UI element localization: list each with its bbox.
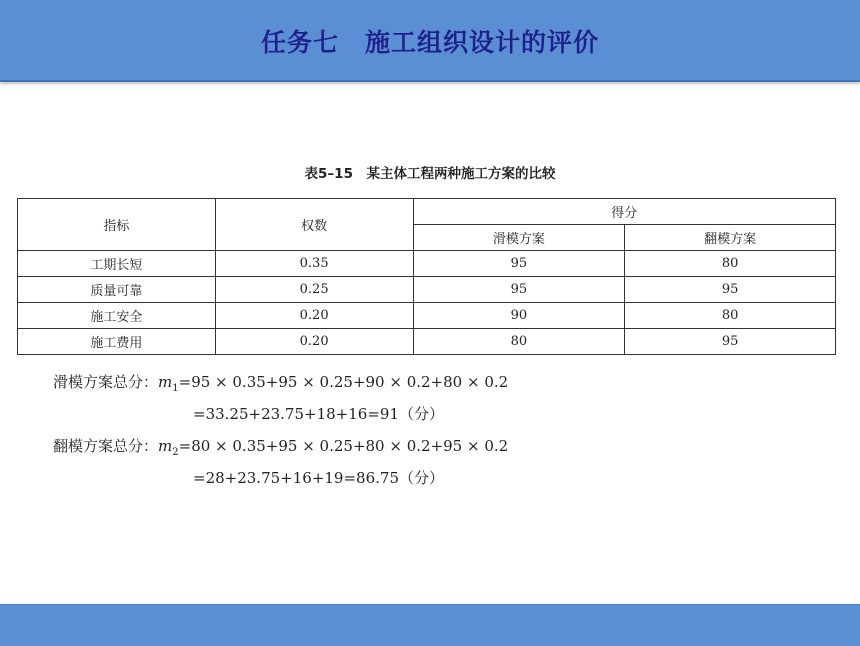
header-plan-b: 翻模方案 <box>625 225 836 251</box>
cell-plan-b: 95 <box>625 329 836 355</box>
calc-line-4: =28+23.75+16+19=86.75（分） <box>193 469 444 487</box>
table-row <box>18 251 836 277</box>
calc-sub-2: 2 <box>172 447 179 458</box>
page-title: 任务七 施工组织设计的评价 <box>260 28 599 57</box>
cell-plan-a: 80 <box>413 329 625 355</box>
cell-weight: 0.35 <box>215 251 413 277</box>
cell-plan-b: 95 <box>625 277 836 303</box>
header-plan-a: 滑模方案 <box>413 225 625 251</box>
cell-indicator: 工期长短 <box>18 251 216 277</box>
table-header-row <box>18 199 836 225</box>
cell-plan-a: 95 <box>413 277 625 303</box>
footer-bar <box>0 604 860 646</box>
calc-expr-3: =80 × 0.35+95 × 0.25+80 × 0.2+95 × 0.2 <box>178 437 509 455</box>
calc-line-2: =33.25+23.75+18+16=91（分） <box>193 405 444 423</box>
cell-plan-b: 80 <box>625 303 836 329</box>
table-row <box>18 303 836 329</box>
table-row <box>18 277 836 303</box>
calc-var-m2: m <box>158 437 173 455</box>
calc-line-1 <box>53 371 508 394</box>
table-row <box>18 329 836 355</box>
cell-indicator: 施工安全 <box>18 303 216 329</box>
table-caption: 表5–15 某主体工程两种施工方案的比较 <box>304 166 556 182</box>
calc-line-3 <box>53 435 508 458</box>
header-indicator: 指标 <box>18 199 216 251</box>
cell-plan-a: 90 <box>413 303 625 329</box>
comparison-table <box>17 198 836 355</box>
cell-weight: 0.25 <box>215 277 413 303</box>
calc-label-sliding: 滑模方案总分： <box>53 373 159 391</box>
calc-var-m1: m <box>158 373 173 391</box>
calc-expr-1: =95 × 0.35+95 × 0.25+90 × 0.2+80 × 0.2 <box>178 373 509 391</box>
cell-weight: 0.20 <box>215 303 413 329</box>
cell-indicator: 施工费用 <box>18 329 216 355</box>
cell-indicator: 质量可靠 <box>18 277 216 303</box>
cell-plan-a: 95 <box>413 251 625 277</box>
calc-sub-1: 1 <box>172 383 179 394</box>
header-weight: 权数 <box>215 199 413 251</box>
calc-label-flip: 翻模方案总分： <box>53 437 159 455</box>
cell-weight: 0.20 <box>215 329 413 355</box>
cell-plan-b: 80 <box>625 251 836 277</box>
header-score: 得分 <box>413 199 835 225</box>
